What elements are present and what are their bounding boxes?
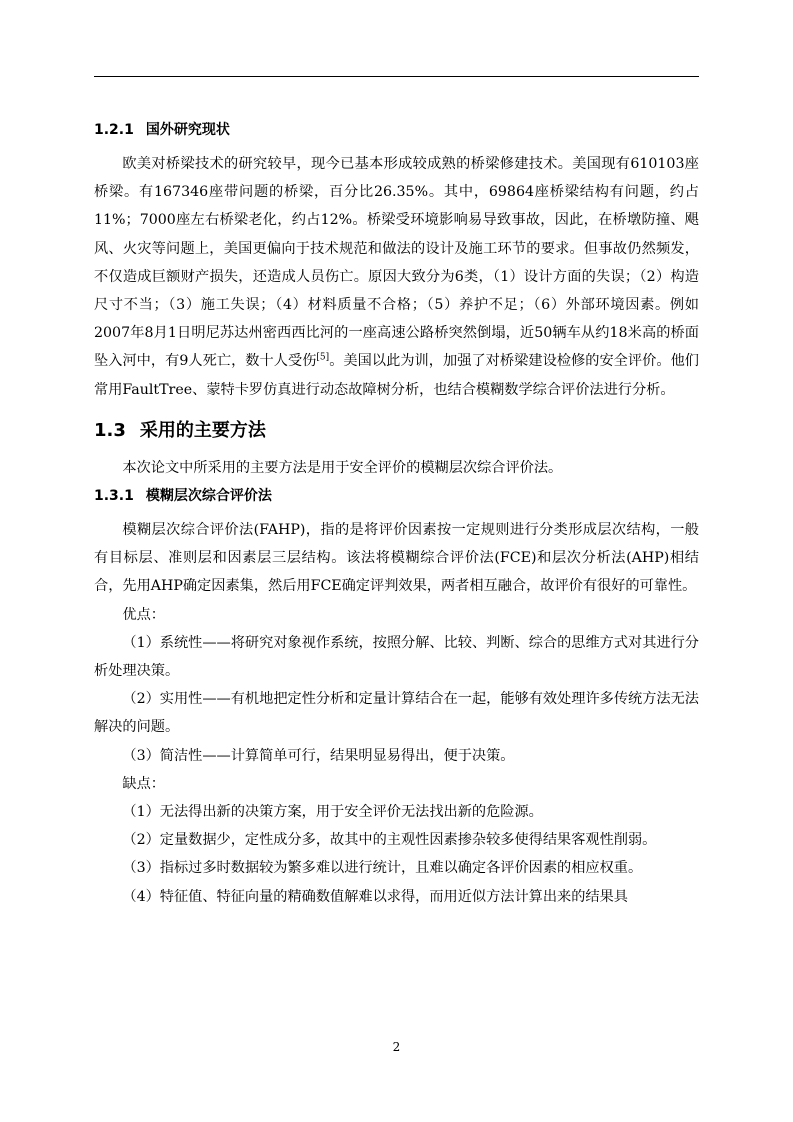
citation-ref: [5]: [316, 352, 330, 363]
heading-title: 模糊层次综合评价法: [145, 488, 272, 505]
heading-number: 1.3.1: [94, 488, 134, 505]
cons-item: （1）无法得出新的决策方案，用于安全评价无法找出新的危险源。: [122, 804, 543, 821]
heading-title: 国外研究现状: [145, 122, 230, 138]
pros-item: （2）实用性——有机地把定性分析和定量计算结合在一起，能够有效处理许多传统方法无法解决的问题。: [94, 691, 699, 736]
heading-number: 1.2.1: [94, 122, 134, 138]
page-number: 2: [392, 1040, 401, 1054]
heading-number: 1.3: [94, 419, 126, 441]
paragraph-text-continued: 。美国以此为训，加强了对桥梁建设检修的安全评价。他们常用FaultTree、蒙特卡罗仿真进行动态故障树分析，也结合模糊数学综合评价法进行分析。: [94, 353, 699, 398]
paragraph-foreign-research: [94, 150, 699, 404]
cons-item: （2）定量数据少，定性成分多，故其中的主观性因素掺杂较多使得结果客观性削弱。: [122, 832, 657, 849]
cons-item: （4）特征值、特征向量的精确数值解难以求得，而用近似方法计算出来的结果具: [122, 888, 628, 905]
heading-1-3: [94, 418, 699, 444]
cons-item: （3）指标过多时数据较为繁多难以进行统计，且难以确定各评价因素的相应权重。: [122, 860, 643, 877]
header-rule: [94, 76, 699, 77]
pros-item: （3）简洁性——计算简单可行，结果明显易得出，便于决策。: [122, 747, 515, 764]
pros-item: （1）系统性——将研究对象视作系统，按照分解、比较、判断、综合的思维方式对其进行分析处理决策。: [94, 634, 699, 680]
paragraph-text: 欧美对桥梁技术的研究较早，现今已基本形成较成熟的桥梁修建技术。美国现有610103座桥梁。有167346座带问题的桥梁，百分比26.35%。其中，69864座桥梁结构有问题，约占11%；7000座左右桥梁老化，约占12%。桥梁受环境影响易导致事故，因此，在桥墩防撞、飓风、火灾等问题上，美国更偏向于技术规范和做法的设计及施工环节的要求。但事故仍然频发，不仅造成巨额财产损失，还造成人员伤亡。原因大致分为6类，（1）设计方面的失误；（2）构造尺寸不当；（3）施工失误；（4）材料质量不合格；（5）养护不足；（6）外部环境因素。例如2007年8月1日明尼苏达州密西西比河的一座高速公路桥突然倒塌，近50辆车从约18米高的桥面坠入河中，有9人死亡，数十人受伤: [94, 156, 699, 370]
cons-label: 缺点：: [122, 775, 165, 792]
pros-label: 优点：: [122, 606, 165, 623]
heading-1-2-1: [94, 120, 699, 140]
heading-title: 采用的主要方法: [139, 419, 266, 441]
paragraph-fahp: 模糊层次综合评价法(FAHP)，指的是将评价因素按一定规则进行分类形成层次结构，一般有目标层、准则层和因素层三层结构。该法将模糊综合评价法(FCE)和层次分析法(AHP)相结合，先用AHP确定因素集，然后用FCE确定评判效果，两者相互融合，故评价有很好的可靠性。: [94, 522, 699, 595]
heading-1-3-1: [94, 486, 699, 506]
page-body: [94, 120, 699, 911]
paragraph-method-intro: 本次论文中所采用的主要方法是用于安全评价的模糊层次综合评价法。: [122, 459, 563, 476]
